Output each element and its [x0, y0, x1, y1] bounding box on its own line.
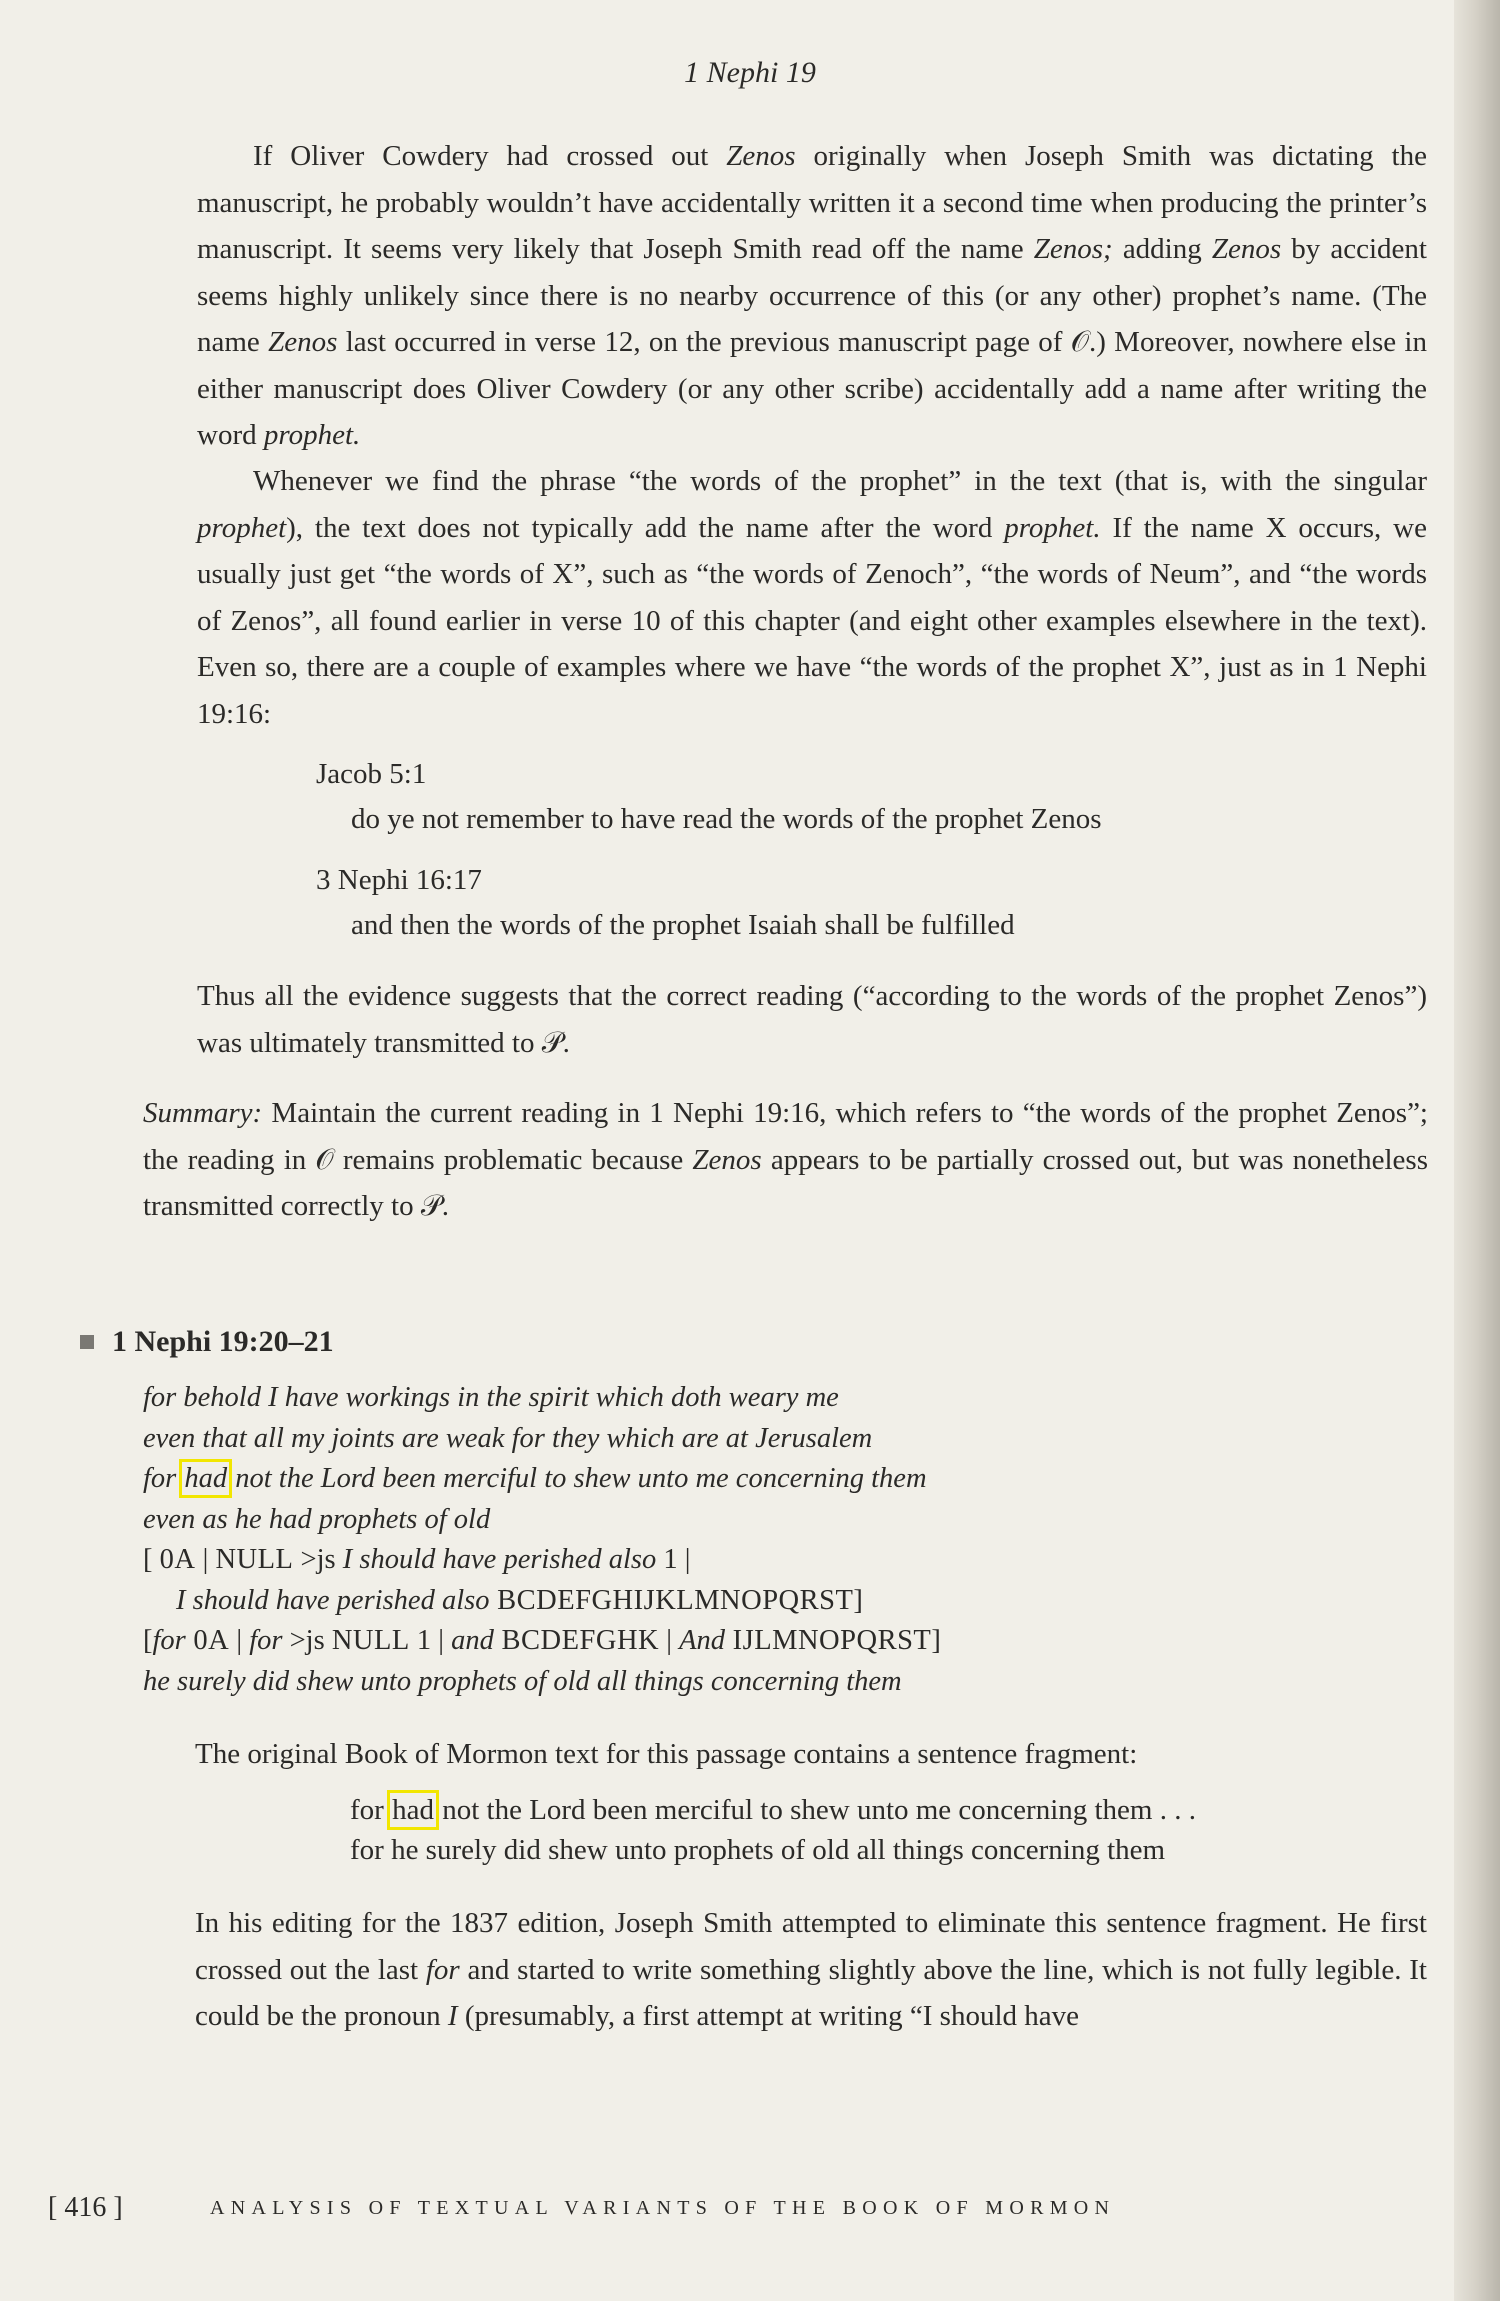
- paragraph-5: [195, 1900, 1427, 2040]
- paragraph-2: [197, 458, 1427, 737]
- variant-line: [for 0A | for >js NULL 1 | and BCDEFGHK | And IJLMNOPQRST]: [143, 1625, 941, 1656]
- paragraph-3: [197, 973, 1427, 1066]
- example-text-1: do ye not remember to have read the words of the prophet Zenos: [351, 803, 1102, 835]
- variant-line: I should have perished also BCDEFGHIJKLMNOPQRST]: [176, 1584, 863, 1616]
- page-folio: [ 416 ]: [48, 2192, 123, 2223]
- highlight-had: had: [392, 1794, 434, 1826]
- quote-block: [350, 1790, 1196, 1870]
- paragraph-4: [195, 1731, 1425, 1778]
- summary-label: Summary:: [143, 1097, 263, 1129]
- paragraph-3-text: Thus all the evidence suggests that the correct reading (“according to the words of the prophet Zenos”) was ultimately transmitted to 𝒫.: [197, 980, 1427, 1059]
- quote-line-2: for he surely did shew unto prophets of old all things concerning them: [350, 1834, 1166, 1866]
- section-heading: 1 Nephi 19:20–21: [80, 1325, 334, 1359]
- verse-line: for behold I have workings in the spirit which doth weary me: [143, 1382, 839, 1413]
- summary: [143, 1090, 1428, 1230]
- summary-text: Summary: Maintain the current reading in 1 Nephi 19:16, which refers to “the words of the prophet Zenos”; the reading in 𝒪 remains problematic because Zenos appears to be partially crossed out, but was nonetheless transmitted correctly to 𝒫.: [143, 1097, 1428, 1222]
- paragraph-1: [197, 133, 1427, 459]
- quote-line-1: for had not the Lord been merciful to shew unto me concerning them . . .: [350, 1794, 1196, 1826]
- highlight-had: had: [184, 1463, 228, 1494]
- verse-line: even that all my joints are weak for they which are at Jerusalem: [143, 1422, 873, 1454]
- verse-line: for had not the Lord been merciful to shew unto me concerning them: [143, 1463, 927, 1494]
- paragraph-1-text: If Oliver Cowdery had crossed out Zenos originally when Joseph Smith was dictating the manuscript, he probably wouldn’t have accidentally written it a second time when producing the printer’s manuscript. It seems very likely that Joseph Smith read off the name Zenos; adding Zenos by accident seems highly unlikely since there is no nearby occurrence of this (or any other) prophet’s name. (The name Zenos last occurred in verse 12, on the previous manuscript page of 𝒪.) Moreover, nowhere else in either manuscript does Oliver Cowdery (or any other scribe) accidentally add a name after writing the word prophet.: [197, 140, 1427, 451]
- verse-block: [143, 1378, 941, 1702]
- variant-line: [ 0A | NULL >js I should have perished also 1 |: [143, 1544, 691, 1575]
- paragraph-4-text: The original Book of Mormon text for this passage contains a sentence fragment:: [195, 1738, 1138, 1770]
- running-head: 1 Nephi 19: [684, 56, 816, 89]
- verse-line: he surely did shew unto prophets of old all things concerning them: [143, 1665, 902, 1697]
- section-bullet-icon: [80, 1335, 94, 1349]
- example-ref-2: 3 Nephi 16:17: [316, 864, 482, 896]
- example-ref-1: Jacob 5:1: [316, 758, 427, 790]
- page-edge-shadow: [1454, 0, 1500, 2301]
- footer-title: ANALYSIS OF TEXTUAL VARIANTS OF THE BOOK OF MORMON: [210, 2197, 1116, 2219]
- verse-line: even as he had prophets of old: [143, 1503, 491, 1535]
- paragraph-5-text: In his editing for the 1837 edition, Joseph Smith attempted to eliminate this sentence fragment. He first crossed out the last for and started to write something slightly above the line, which is not fully legible. It could be the pronoun I (presumably, a first attempt at writing “I should have: [195, 1907, 1427, 2032]
- example-text-2: and then the words of the prophet Isaiah shall be fulfilled: [351, 909, 1015, 941]
- paragraph-2-text: Whenever we find the phrase “the words of the prophet” in the text (that is, with the singular prophet), the text does not typically add the name after the word prophet. If the name X occurs, we usually just get “the words of X”, such as “the words of Zenoch”, “the words of Neum”, and “the words of Zenos”, all found earlier in verse 10 of this chapter (and eight other examples elsewhere in the text). Even so, there are a couple of examples where we have “the words of the prophet X”, just as in 1 Nephi 19:16:: [197, 465, 1427, 730]
